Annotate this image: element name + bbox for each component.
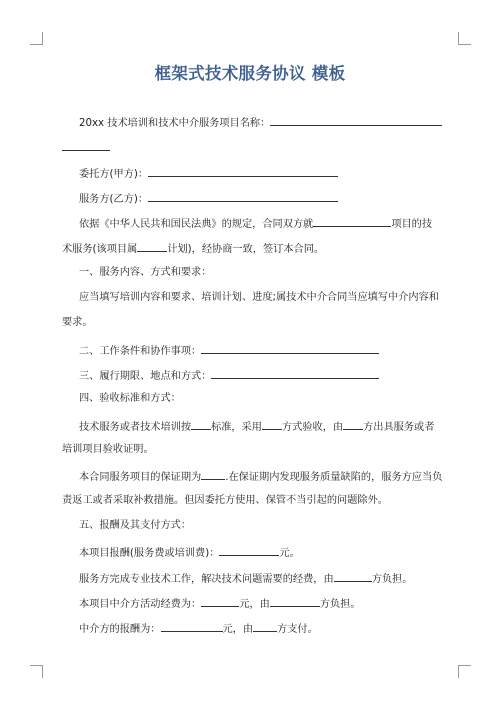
acceptance-text-2: 标准，采用 — [211, 422, 262, 433]
intermediary-amount-blank[interactable] — [201, 595, 239, 607]
client-party-blank[interactable] — [148, 165, 338, 177]
acceptance-text-1: 技术服务或者技术培训按 — [79, 422, 192, 433]
acceptance-line — [79, 418, 434, 435]
crop-mark-bottom-right — [458, 665, 471, 678]
intermediary-payer-blank[interactable] — [253, 620, 277, 632]
plan-line — [62, 240, 324, 257]
crop-mark-bottom-left — [30, 665, 43, 678]
intermediary-fee-mid: 元，由 — [222, 624, 254, 635]
warranty-end: 责返工或者采取补救措施。但因委托方使用、保管不当引起的问题除外。 — [62, 495, 388, 506]
section-1-body-end: 要求。 — [62, 317, 93, 328]
intermediary-fee-blank[interactable] — [161, 620, 223, 632]
expense-party-blank[interactable] — [334, 570, 372, 582]
plan-text: 术服务(该项目属 — [62, 244, 138, 255]
section-5-heading: 五、报酬及其支付方式： — [79, 520, 192, 531]
section-1-heading: 一、服务内容、方式和要求： — [79, 267, 212, 278]
intermediary-fee-text: 中介方的报酬为： — [79, 624, 161, 635]
intermediary-fee-line — [79, 620, 318, 637]
plan-blank[interactable] — [137, 240, 167, 252]
basis-line — [79, 215, 432, 232]
service-party-line — [79, 190, 338, 207]
section-2-blank[interactable] — [201, 342, 379, 354]
standard-blank[interactable] — [191, 418, 211, 430]
project-name-blank-2[interactable] — [62, 139, 110, 151]
crop-mark-top-right — [458, 32, 471, 45]
intermediary-expense-mid: 元，由 — [239, 599, 270, 610]
document-title: 框架式技术服务协议 模板 — [154, 64, 346, 83]
warranty-line — [79, 468, 442, 485]
intermediary-fee-end: 方支付。 — [277, 624, 318, 635]
basis-text-end: 项目的技 — [391, 219, 433, 230]
fee-text: 本项目报酬(服务费或培训费)： — [79, 548, 220, 559]
service-party-label: 服务方(乙方)： — [79, 194, 149, 205]
acceptance-text-4: 方出具服务或者 — [363, 422, 435, 433]
section-3-line — [79, 367, 379, 384]
intermediary-party-blank[interactable] — [270, 595, 320, 607]
section-3-blank[interactable] — [211, 367, 379, 379]
intermediary-expense-line — [79, 595, 361, 612]
issuer-blank[interactable] — [343, 418, 363, 430]
project-name-continuation — [62, 139, 110, 156]
fee-unit: 元。 — [279, 548, 300, 559]
project-name-line — [79, 114, 442, 131]
project-blank[interactable] — [313, 215, 391, 227]
plan-text-end: 计划)，经协商一致，签订本合同。 — [167, 244, 325, 255]
section-4-heading: 四、验收标准和方式： — [79, 393, 181, 404]
expense-text: 服务方完成专业技术工作，解决技术问题需要的经费，由 — [79, 574, 334, 585]
expense-text-end: 方负担。 — [371, 574, 413, 585]
client-party-line — [79, 165, 338, 182]
section-2-line — [79, 342, 379, 359]
intermediary-expense-end: 方负担。 — [319, 599, 361, 610]
project-name-label: 20xx 技术培训和技术中介服务项目名称： — [79, 118, 271, 129]
crop-mark-top-left — [30, 32, 43, 45]
section-2-heading: 二、工作条件和协作事项： — [79, 346, 202, 357]
client-party-label: 委托方(甲方)： — [79, 169, 149, 180]
service-party-blank[interactable] — [148, 190, 338, 202]
acceptance-text-3: 方式验收，由 — [282, 422, 344, 433]
warranty-blank[interactable] — [201, 468, 225, 480]
intermediary-expense-text: 本项目中介方活动经费为： — [79, 599, 202, 610]
method-blank[interactable] — [262, 418, 282, 430]
acceptance-end: 培训项目验收证明。 — [62, 444, 154, 455]
fee-line — [79, 544, 300, 561]
fee-blank[interactable] — [219, 544, 279, 556]
project-name-blank[interactable] — [270, 114, 442, 126]
basis-text: 依据《中华人民共和国民法典》的规定，合同双方就 — [79, 219, 314, 230]
expense-line — [79, 570, 412, 587]
section-1-body: 应当填写培训内容和要求、培训计划、进度;属技术中介合同当应填写中介内容和 — [79, 292, 439, 303]
warranty-text-2: .在保证期内发现服务质量缺陷的，服务方应当负 — [225, 472, 443, 483]
section-3-heading: 三、履行期限、地点和方式： — [79, 371, 212, 382]
warranty-text-1: 本合同服务项目的保证期为 — [79, 472, 202, 483]
